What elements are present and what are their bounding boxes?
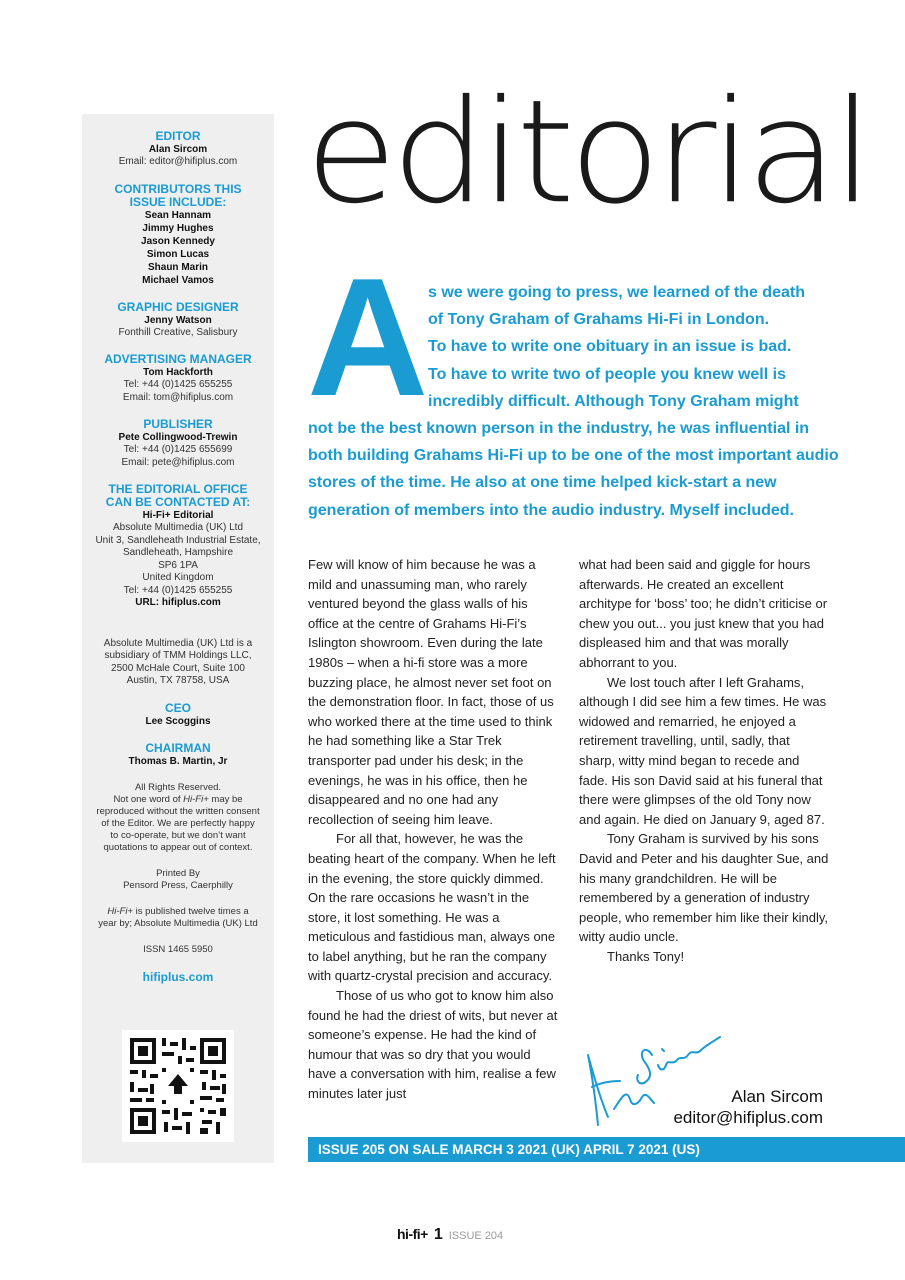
printer-block xyxy=(82,868,274,892)
rights-line: to co-operate, but we don’t want xyxy=(110,829,246,841)
designer-company: Fonthill Creative, Salisbury xyxy=(118,326,238,338)
contributor-name: Shaun Marin xyxy=(147,261,208,273)
intro-line: To have to write one obituary in an issue is bad. xyxy=(428,338,792,356)
ceo-block xyxy=(82,702,274,728)
issue-banner: ISSUE 205 ON SALE MARCH 3 2021 (UK) APRIL 7 2021 (US) xyxy=(308,1137,905,1162)
contributors-block xyxy=(82,183,274,287)
published-line: year by; Absolute Multimedia (UK) Ltd xyxy=(98,917,258,929)
advertising-heading: ADVERTISING MANAGER xyxy=(104,352,252,366)
advertising-tel: Tel: +44 (0)1425 655255 xyxy=(123,379,233,390)
issue-label: ISSUE 204 xyxy=(448,1230,504,1242)
paragraph: For all that, however, he was the beating heart of the company. When he left in the evening, the store quickly dimmed. On the rare occasions he wasn’t in the store, it lost something. He was a meticulous and fastidious man, always one to label anything, but he ran the company with quartz-crystal precision and accuracy. xyxy=(308,831,556,984)
rights-line: quotations to appear out of context. xyxy=(103,841,253,853)
rights-block xyxy=(82,782,274,854)
designer-name: Jenny Watson xyxy=(144,314,212,326)
signature-email[interactable]: editor@hifiplus.com xyxy=(673,1108,823,1127)
editor-block xyxy=(82,130,274,169)
contributors-heading-2: ISSUE INCLUDE: xyxy=(129,194,227,209)
advertising-name: Tom Hackforth xyxy=(143,367,213,378)
editor-heading: EDITOR xyxy=(155,129,201,143)
rights-line: All Rights Reserved. xyxy=(134,781,222,793)
rights-line: of the Editor. We are perfectly happy xyxy=(101,817,255,829)
publisher-heading: PUBLISHER xyxy=(143,417,213,431)
ceo-heading: CEO xyxy=(164,700,191,715)
published-block xyxy=(82,906,274,930)
published-line: Hi-Fi+ is published twelve times a xyxy=(107,905,249,917)
issn-block xyxy=(82,944,274,956)
page-footer xyxy=(397,1226,503,1246)
chairman-heading: CHAIRMAN xyxy=(145,740,211,755)
office-address-line: Absolute Multimedia (UK) Ltd xyxy=(112,522,244,533)
signature-name: Alan Sircom xyxy=(731,1087,823,1106)
paragraph: We lost touch after I left Grahams, although I did see him a few times. He was widowed and remarried, he enjoyed a retirement travelling, until, sadly, that sharp, witty mind began to recede and fade. His son David said at his funeral that there were glimpses of the old Tony now and again. He died on January 9, aged 87. xyxy=(579,674,827,827)
page-number: 1 xyxy=(433,1226,443,1243)
ceo-name: Lee Scoggins xyxy=(145,715,211,727)
subsidiary-line: subsidiary of TMM Holdings LLC, xyxy=(104,650,252,661)
page-title: editorial xyxy=(305,70,868,236)
editor-name: Alan Sircom xyxy=(148,144,208,155)
masthead-sidebar xyxy=(82,114,274,1163)
intro-line: of Tony Graham of Grahams Hi-Fi in London. xyxy=(428,311,770,329)
designer-block xyxy=(82,301,274,340)
office-address-line: Unit 3, Sandleheath Industrial Estate, xyxy=(95,534,261,546)
intro-rest: not be the best known person in the industry, he was influential in both building Grahams Hi-Fi up to be one of the most important audio stores of the time. He also at one time helped kick-start a new generation of members into the audio industry. Myself included. xyxy=(308,420,839,519)
publisher-email: Email: pete@hifiplus.com xyxy=(121,456,235,468)
body-column-2 xyxy=(579,555,829,966)
signature-block xyxy=(673,1086,823,1128)
intro-line: s we were going to press, we learned of the death xyxy=(428,284,805,301)
contributors-heading: CONTRIBUTORS THIS xyxy=(114,181,242,196)
paragraph: Tony Graham is survived by his sons David and Peter and his daughter Sue, and his many grandchildren. He will be remembered by a generation of industry people, who remember him like their kindly, witty audio uncle. xyxy=(579,831,829,945)
publisher-name: Pete Collingwood-Trewin xyxy=(118,432,238,443)
subsidiary-line: Austin, TX 78758, USA xyxy=(126,675,230,686)
designer-heading: GRAPHIC DESIGNER xyxy=(117,299,239,314)
contributor-name: Michael Vamos xyxy=(142,274,214,286)
chairman-block xyxy=(82,742,274,768)
subsidiary-block xyxy=(82,638,274,688)
paragraph: Thanks Tony! xyxy=(607,948,685,964)
printer-line: Printed By xyxy=(156,867,200,879)
rights-line: Not one word of Hi-Fi+ may be xyxy=(113,793,243,805)
office-name: Hi-Fi+ Editorial xyxy=(142,510,214,521)
drop-cap: A xyxy=(307,243,429,431)
office-address-line: Tel: +44 (0)1425 655255 xyxy=(123,584,233,596)
subsidiary-line: Absolute Multimedia (UK) Ltd is a xyxy=(103,637,253,649)
office-heading: THE EDITORIAL OFFICE xyxy=(108,482,248,496)
contributor-name: Jimmy Hughes xyxy=(142,222,214,234)
website-link[interactable]: hifiplus.com xyxy=(142,969,214,984)
paragraph: Those of us who got to know him also found he had the driest of wits, but never at someone’s expense. He had the kind of humour that was so dry that you would have a conversation with him, realise a few minutes later just xyxy=(308,988,558,1102)
subsidiary-line: 2500 McHale Court, Suite 100 xyxy=(111,662,245,674)
paragraph: Few will know of him because he was a mild and unassuming man, who rarely ventured beyond the glass walls of his office at the centre of Grahams Hi-Fi’s Islington showroom. Even during the late 1980s – when a hi-fi store was a more buzzing place, he almost never set foot on the demonstration floor. In fact, those of us who worked there at the time used to think he had something like a Star Trek transporter pad under his desk; in the evenings, he was in his office, then he disappeared and no one had any recollection of seeing him leave. xyxy=(308,557,554,827)
issn: ISSN 1465 5950 xyxy=(143,943,213,955)
advertising-email: Email: tom@hifiplus.com xyxy=(122,391,234,403)
rights-line: reproduced without the written consent xyxy=(96,805,260,817)
office-url[interactable]: URL: hifiplus.com xyxy=(135,597,221,608)
editor-email: Email: editor@hifiplus.com xyxy=(118,156,238,167)
advertising-block xyxy=(82,353,274,404)
printer-line: Pensord Press, Caerphilly xyxy=(123,879,233,891)
office-address-line: United Kingdom xyxy=(142,572,214,583)
office-address-line: Sandleheath, Hampshire xyxy=(122,547,234,558)
intro-line: To have to write two of people you knew well is xyxy=(428,365,786,383)
contributor-name: Simon Lucas xyxy=(146,248,210,260)
office-heading-2: CAN BE CONTACTED AT: xyxy=(105,495,251,509)
publisher-tel: Tel: +44 (0)1425 655699 xyxy=(123,444,233,455)
intro-lead xyxy=(428,279,848,415)
qr-code-icon xyxy=(122,1030,234,1142)
chairman-name: Thomas B. Martin, Jr xyxy=(128,755,228,767)
hifi-logo: hi-fi+ xyxy=(397,1226,428,1242)
office-address-line: SP6 1PA xyxy=(158,559,198,571)
paragraph: what had been said and giggle for hours afterwards. He created an excellent architype for ‘boss’ too; he didn’t criticise or chew you out... you just knew that you had displeased him and that was morally abhorrant to you. xyxy=(579,557,828,670)
contributor-name: Jason Kennedy xyxy=(141,235,215,247)
office-block xyxy=(82,483,274,610)
intro-line: incredibly difficult. Although Tony Graham might xyxy=(428,392,799,410)
qr-code[interactable] xyxy=(122,1030,234,1142)
body-column-1 xyxy=(308,555,558,1104)
contributor-name: Sean Hannam xyxy=(144,209,212,221)
publisher-block xyxy=(82,418,274,469)
